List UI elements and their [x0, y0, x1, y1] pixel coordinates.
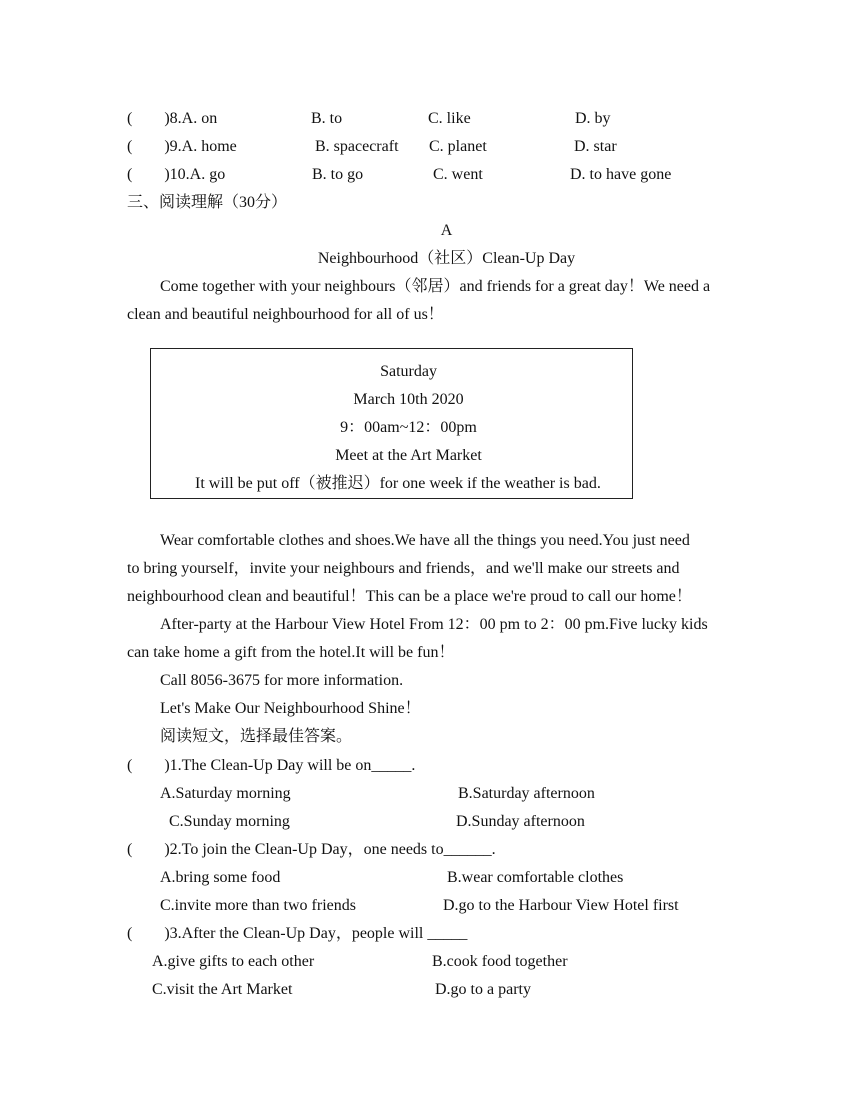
intro-line-2: clean and beautiful neighbourhood for all of us！	[127, 306, 444, 323]
question-9-stem: ( )9.A. home	[127, 138, 237, 155]
question-1-option-d: D.Sunday afternoon	[456, 813, 585, 830]
passage-title: Neighbourhood（社区）Clean-Up Day	[317, 250, 576, 267]
question-8-option-b: B. to	[311, 110, 343, 127]
question-8-stem: ( )8.A. on	[127, 110, 218, 127]
question-3-option-a: A.give gifts to each other	[152, 953, 315, 970]
notice-note: It will be put off（被推迟）for one week if the weather is bad.	[195, 475, 601, 492]
notice-place: Meet at the Art Market	[335, 447, 482, 464]
question-10-stem: ( )10.A. go	[127, 166, 226, 183]
intro-line-1: Come together with your neighbours（邻居）and friends for a great day！We need a	[160, 278, 711, 295]
question-1-option-b: B.Saturday afternoon	[458, 785, 595, 802]
question-9-option-d: D. star	[574, 138, 617, 155]
call-line: Call 8056-3675 for more information.	[160, 672, 404, 689]
para3-line-1: After-party at the Harbour View Hotel From 12：00 pm to 2：00 pm.Five lucky kids	[160, 616, 708, 633]
question-9-option-c: C. planet	[429, 138, 487, 155]
question-2-option-b: B.wear comfortable clothes	[447, 869, 624, 886]
question-10-option-b: B. to go	[312, 166, 364, 183]
notice-date: March 10th 2020	[353, 391, 464, 408]
question-9-option-b: B. spacecraft	[315, 138, 399, 155]
question-10-option-c: C. went	[433, 166, 483, 183]
para2-line-3: neighbourhood clean and beautiful！This can be a place we're proud to call our home！	[127, 588, 692, 605]
notice-time: 9：00am~12：00pm	[340, 419, 477, 436]
question-3-option-d: D.go to a party	[435, 981, 531, 998]
passage-letter: A	[440, 222, 453, 239]
question-3-option-b: B.cook food together	[432, 953, 568, 970]
question-10-option-d: D. to have gone	[570, 166, 672, 183]
question-1-stem: ( )1.The Clean-Up Day will be on_____.	[127, 757, 416, 774]
question-1-option-a: A.Saturday morning	[160, 785, 291, 802]
notice-day: Saturday	[380, 363, 437, 380]
question-8-option-c: C. like	[428, 110, 471, 127]
slogan-line: Let's Make Our Neighbourhood Shine！	[160, 700, 421, 717]
section-title: 三、阅读理解（30分）	[127, 194, 288, 211]
question-2-option-c: C.invite more than two friends	[160, 897, 356, 914]
question-2-option-a: A.bring some food	[160, 869, 281, 886]
question-2-stem: ( )2.To join the Clean-Up Day，one needs to______.	[127, 841, 496, 858]
para2-line-2: to bring yourself，invite your neighbours and friends，and we'll make our streets and	[127, 560, 680, 577]
question-3-stem: ( )3.After the Clean-Up Day，people will _____	[127, 925, 468, 942]
question-1-option-c: C.Sunday morning	[169, 813, 290, 830]
para2-line-1: Wear comfortable clothes and shoes.We have all the things you need.You just need	[160, 532, 690, 549]
question-3-option-c: C.visit the Art Market	[152, 981, 293, 998]
instruction-line: 阅读短文，选择最佳答案。	[160, 728, 353, 745]
para3-line-2: can take home a gift from the hotel.It will be fun！	[127, 644, 455, 661]
question-2-option-d: D.go to the Harbour View Hotel first	[443, 897, 679, 914]
question-8-option-d: D. by	[575, 110, 611, 127]
